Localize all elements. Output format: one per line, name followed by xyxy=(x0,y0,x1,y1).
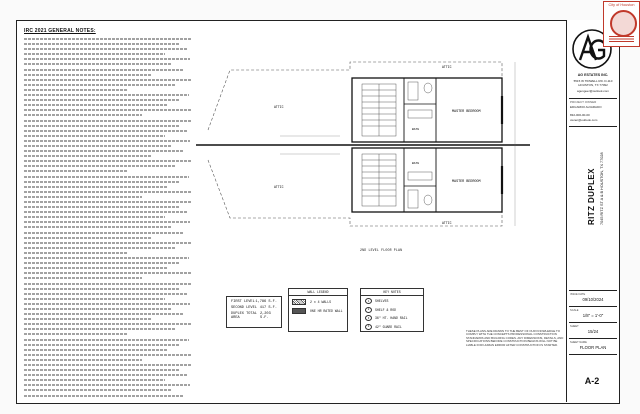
note-text-line xyxy=(24,38,192,40)
note-text-line xyxy=(24,272,192,274)
note-text-line xyxy=(24,69,184,71)
divider xyxy=(569,126,617,127)
note-text-line xyxy=(24,318,152,320)
key-notes-title: KEY NOTES xyxy=(361,289,423,296)
owner-label: PROJECT OWNER xyxy=(570,100,597,104)
project-name: RITZ DUPLEX xyxy=(587,168,596,225)
note-text-line xyxy=(24,389,172,391)
note-text-line xyxy=(24,125,179,127)
note-text-line xyxy=(24,181,180,183)
issue-date-field: ISSUE DATE 09/10/2024 xyxy=(570,293,604,302)
master-bedroom-upper-label: MASTER BEDROOM xyxy=(452,110,481,114)
bath-lower-label: BATH xyxy=(412,162,420,165)
note-text-line xyxy=(24,160,192,162)
key-note-item: 2 SHELF & ROD xyxy=(365,307,419,313)
note-text-line xyxy=(24,109,192,111)
note-text-line xyxy=(24,354,192,356)
project-title xyxy=(581,152,604,225)
note-text-line xyxy=(24,359,142,361)
area-row-first: FIRST LEVEL 1,786 S.F. xyxy=(231,300,277,304)
note-text-line xyxy=(24,374,187,376)
divider xyxy=(569,290,617,291)
attic-label-bottom-left: ATTIC xyxy=(274,185,284,189)
roof-outline-lower xyxy=(208,160,502,226)
notes-body xyxy=(24,38,192,398)
note-text-line xyxy=(24,237,152,239)
firm-address: 5515 W TIDWELL RD. D-110 HOUSTON, TX 77092 xyxy=(573,79,613,87)
note-text-line xyxy=(24,364,192,366)
area-row-second: SECOND LEVEL 417 S.F. xyxy=(231,306,277,310)
note-text-line xyxy=(24,395,184,397)
note-text-line xyxy=(24,313,184,315)
note-text-line xyxy=(24,211,187,213)
key-note-item: 4 42" GUARD RAIL xyxy=(365,324,419,330)
owner-email: owner@outlook.com xyxy=(570,118,598,122)
note-text-line xyxy=(24,216,165,218)
note-text-line xyxy=(24,379,165,381)
note-text-line xyxy=(24,43,179,45)
divider xyxy=(569,338,617,339)
note-text-line xyxy=(24,120,192,122)
note-text-line xyxy=(24,150,184,152)
divider xyxy=(569,98,617,99)
note-text-line xyxy=(24,58,190,60)
note-text-line xyxy=(24,262,180,264)
note-text-line xyxy=(24,176,189,178)
area-table xyxy=(226,296,282,328)
sheet-name-field: SHEET NAME FLOOR PLAN xyxy=(570,341,607,350)
note-text-line xyxy=(24,155,152,157)
owner-name: EDUARDO ALVARADO xyxy=(570,105,602,109)
divider xyxy=(569,322,617,323)
note-text-line xyxy=(24,293,187,295)
note-text-line xyxy=(24,303,190,305)
note-text-line xyxy=(24,247,175,249)
note-text-line xyxy=(24,226,172,228)
note-text-line xyxy=(24,384,190,386)
lower-bath-fixtures xyxy=(408,172,432,208)
city-seal-title: City of Houston xyxy=(608,3,635,7)
note-text-line xyxy=(24,170,128,172)
divider xyxy=(569,354,617,355)
sheet-count-field: SHEET 15/24 xyxy=(570,325,599,334)
note-text-line xyxy=(24,63,172,65)
note-text-line xyxy=(24,196,142,198)
dimension-lines xyxy=(280,62,515,226)
note-text-line xyxy=(24,130,187,132)
note-text-line xyxy=(24,344,180,346)
note-text-line xyxy=(24,53,165,55)
roof-outline-upper xyxy=(208,62,502,130)
note-text-line xyxy=(24,114,142,116)
divider xyxy=(569,306,617,307)
note-text-line xyxy=(24,277,142,279)
attic-label-bottom-right: ATTIC xyxy=(442,221,452,225)
note-text-line xyxy=(24,74,152,76)
key-notes xyxy=(360,288,424,332)
note-text-line xyxy=(24,323,192,325)
note-text-line xyxy=(24,267,167,269)
note-text-line xyxy=(24,339,189,341)
note-text-line xyxy=(24,257,189,259)
note-text-line xyxy=(24,186,167,188)
note-text-line xyxy=(24,145,172,147)
attic-label-top-left: ATTIC xyxy=(274,105,284,109)
firm-email: agengeer@outlook.com xyxy=(577,89,609,93)
area-row-total: DUPLEX TOTAL AREA 2,203 S.F. xyxy=(231,312,271,320)
note-text-line xyxy=(24,201,192,203)
key-note-item: 3 36" HT. HAND RAIL xyxy=(365,315,419,321)
firm-name: AG ESTATES INC. xyxy=(577,73,609,77)
upper-bath-fixtures xyxy=(408,82,432,118)
note-text-line xyxy=(24,283,192,285)
note-text-line xyxy=(24,369,179,371)
wall-legend xyxy=(288,288,348,332)
general-notes xyxy=(24,28,192,398)
note-text-line xyxy=(24,333,128,335)
note-text-line xyxy=(24,104,167,106)
wall-legend-item: ONE HR RATED WALL xyxy=(292,308,344,314)
plan-title: 2ND LEVEL FLOOR PLAN xyxy=(360,248,403,252)
key-note-item: 1 SHELVES xyxy=(365,298,419,304)
note-text-line xyxy=(24,288,179,290)
lower-stair xyxy=(362,154,396,206)
note-text-line xyxy=(24,221,190,223)
note-text-line xyxy=(24,48,187,50)
project-address: 7045 RITZ ST A & B HOUSTON, TX 77028 xyxy=(600,152,604,225)
note-text-line xyxy=(24,94,189,96)
city-seal-badge xyxy=(603,1,640,47)
note-text-line xyxy=(24,349,167,351)
sheet-number: A-2 xyxy=(584,376,600,386)
wall-swatch-icon xyxy=(292,299,306,305)
note-text-line xyxy=(24,99,180,101)
note-text-line xyxy=(24,165,175,167)
note-text-line xyxy=(24,298,165,300)
note-text-line xyxy=(24,79,192,81)
notes-title: IRC 2021 GENERAL NOTES: xyxy=(24,28,96,34)
owner-phone: 832-000-00-00 xyxy=(570,113,590,117)
upper-stair xyxy=(362,84,396,136)
title-block xyxy=(566,20,619,402)
note-text-line xyxy=(24,252,128,254)
note-text-line xyxy=(24,191,192,193)
note-text-line xyxy=(24,328,175,330)
wall-legend-item: 2 x 4 WALLS xyxy=(292,299,344,305)
note-text-line xyxy=(24,89,128,91)
note-text-line xyxy=(24,242,192,244)
master-bedroom-lower-label: MASTER BEDROOM xyxy=(452,180,481,184)
city-seal-icon xyxy=(610,10,637,37)
attic-label-top-right: ATTIC xyxy=(442,65,452,69)
note-text-line xyxy=(24,140,190,142)
note-text-line xyxy=(24,308,172,310)
wall-legend-title: WALL LEGEND xyxy=(289,289,347,296)
scale-field: SCALE 1/8" = 1'-0" xyxy=(570,309,604,318)
seal-text-lines xyxy=(609,36,634,42)
note-text-line xyxy=(24,84,175,86)
disclaimer-text: THESE PLANS ARE DRAWN TO THE BEST OF OUR KNOWLEDGE TO COMPLY WITH THE CONCEPTS PROFESSIONAL CONSTRUCTION STANDARDS AND BUILDING CODES. ANY DIMENSIONS, DETAILS, AND SPECIFICATIONS BEFORE CONSTRUCTION BEGINS WILL NOT BE LIABLE FOR HUMAN ERROR AFTER CONSTRUCTION IS STARTED. xyxy=(466,329,564,347)
floor-plan-drawing xyxy=(190,40,560,280)
note-text-line xyxy=(24,135,165,137)
bath-upper-label: BATH xyxy=(412,128,420,131)
rated-wall-swatch-icon xyxy=(292,308,306,314)
note-text-line xyxy=(24,232,184,234)
note-text-line xyxy=(24,206,179,208)
